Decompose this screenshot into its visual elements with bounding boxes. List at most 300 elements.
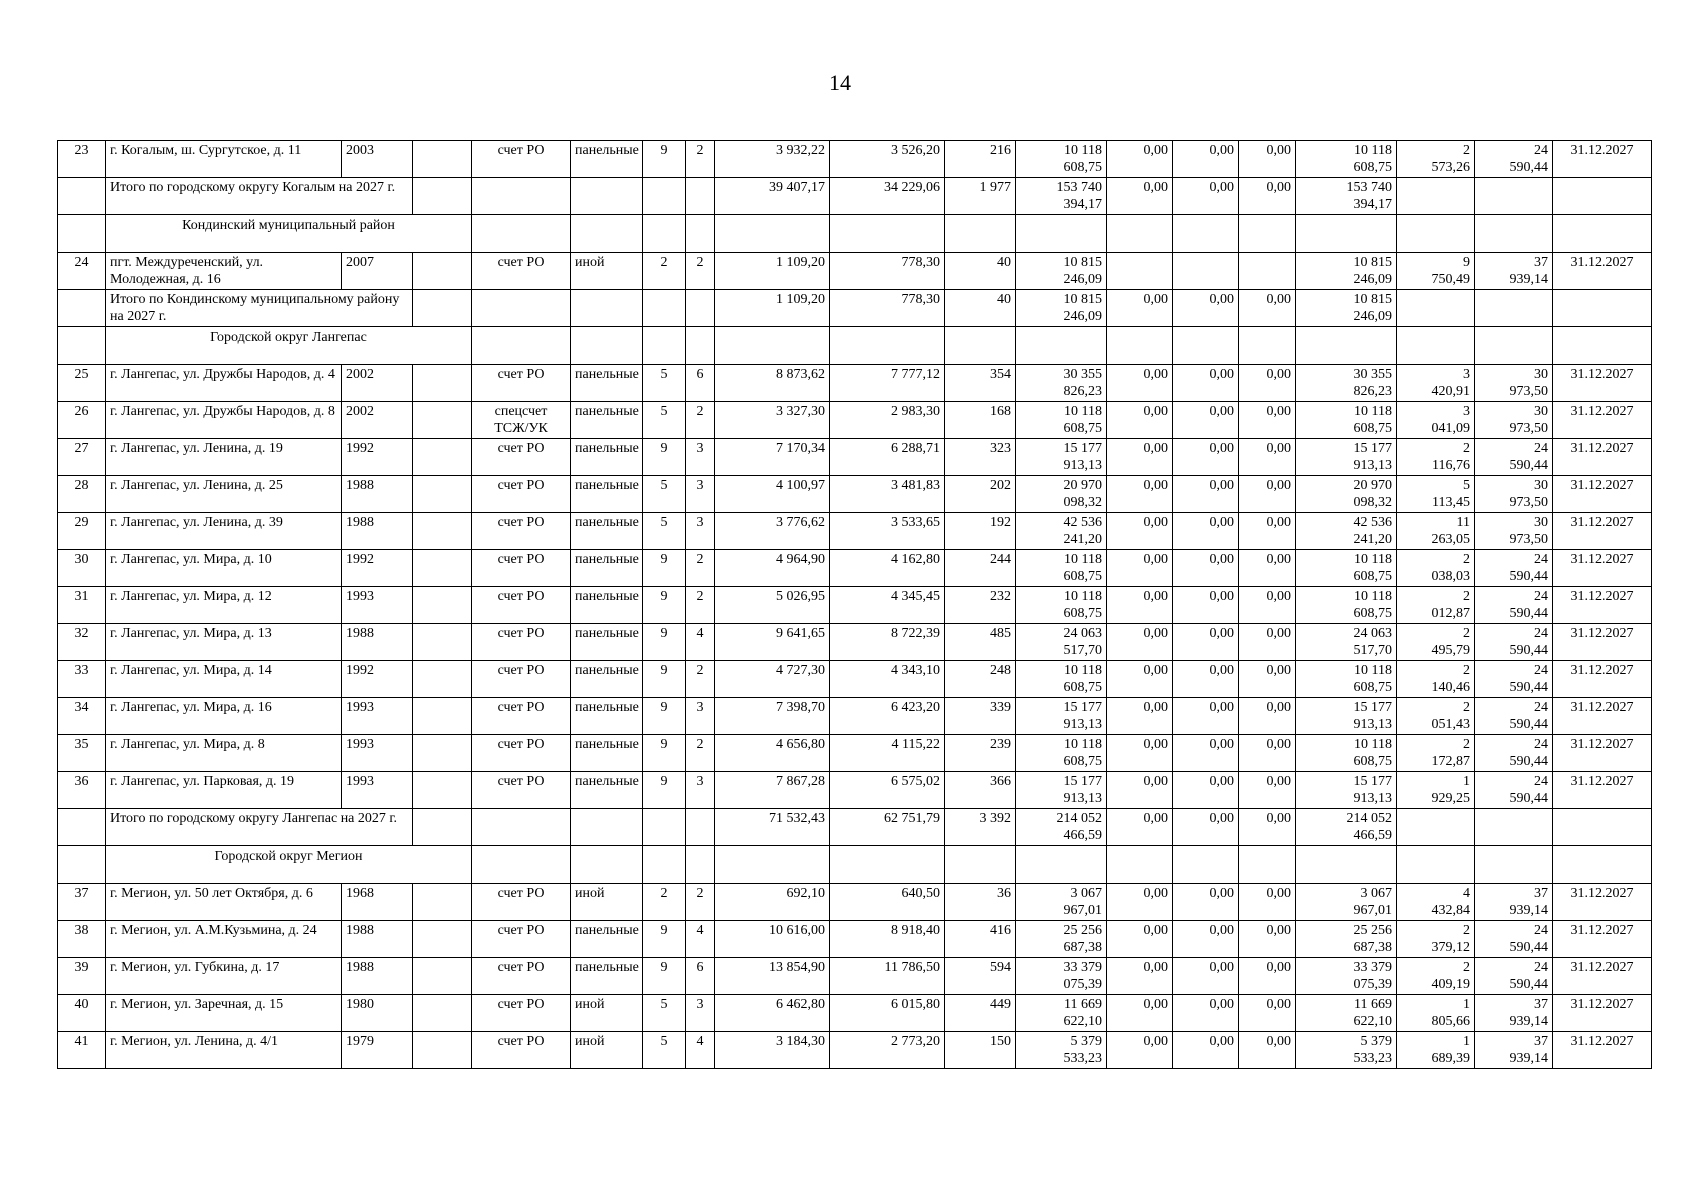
- floors-cell: 5: [643, 1032, 686, 1069]
- date-cell: 31.12.2027: [1553, 958, 1652, 995]
- entrances-cell: 2: [686, 587, 715, 624]
- cost-per-m2-cell: 5 113,45: [1397, 476, 1475, 513]
- empty-cell: [571, 809, 643, 846]
- residents-cell: 244: [945, 550, 1016, 587]
- account-cell: счет РО: [472, 735, 571, 772]
- cost-total-cell: 10 118 608,75: [1296, 587, 1397, 624]
- cost-total-cell: 15 177 913,13: [1296, 698, 1397, 735]
- floors-cell: 5: [643, 476, 686, 513]
- cost-total-cell: 20 970 098,32: [1296, 476, 1397, 513]
- limit-cell: 24 590,44: [1475, 624, 1553, 661]
- table-row: [58, 365, 1652, 402]
- empty-cell: [413, 290, 472, 327]
- cost-cell: 10 118 608,75: [1016, 661, 1107, 698]
- row-number: 36: [58, 772, 106, 809]
- residents-cell: 323: [945, 439, 1016, 476]
- empty-cell: [715, 327, 830, 365]
- empty-cell: [1475, 327, 1553, 365]
- material-cell: панельные: [571, 921, 643, 958]
- entrances-cell: 3: [686, 698, 715, 735]
- limit-cell: 37 939,14: [1475, 253, 1553, 290]
- empty-cell: [945, 327, 1016, 365]
- date-cell: 31.12.2027: [1553, 772, 1652, 809]
- floors-cell: 5: [643, 402, 686, 439]
- year-cell: 1988: [342, 513, 413, 550]
- material-cell: панельные: [571, 365, 643, 402]
- total-area-cell: 3 327,30: [715, 402, 830, 439]
- entrances-cell: 2: [686, 550, 715, 587]
- empty-cell: [1475, 178, 1553, 215]
- account-cell: счет РО: [472, 995, 571, 1032]
- empty-cell: [1475, 809, 1553, 846]
- empty-cell: [472, 327, 571, 365]
- section-row: [58, 327, 1652, 365]
- cost-total-cell: 42 536 241,20: [1296, 513, 1397, 550]
- fund-2-cell: 0,00: [1173, 513, 1239, 550]
- limit-cell: 24 590,44: [1475, 698, 1553, 735]
- living-area-cell: 6 575,02: [830, 772, 945, 809]
- cost-per-m2-cell: 4 432,84: [1397, 884, 1475, 921]
- row-number: 41: [58, 1032, 106, 1069]
- fund-2-cell: 0,00: [1173, 958, 1239, 995]
- total-area-cell: 7 170,34: [715, 439, 830, 476]
- fund-1-cell: 0,00: [1107, 587, 1173, 624]
- fund-3-cell: 0,00: [1239, 402, 1296, 439]
- living-area-cell: 778,30: [830, 290, 945, 327]
- empty-cell: [945, 215, 1016, 253]
- fund-3-cell: 0,00: [1239, 513, 1296, 550]
- limit-cell: 30 973,50: [1475, 365, 1553, 402]
- empty-cell: [1475, 846, 1553, 884]
- empty-cell: [413, 1032, 472, 1069]
- year-cell: 1988: [342, 921, 413, 958]
- empty-cell: [1107, 215, 1173, 253]
- fund-1-cell: 0,00: [1107, 1032, 1173, 1069]
- floors-cell: 5: [643, 995, 686, 1032]
- entrances-cell: 4: [686, 624, 715, 661]
- empty-cell: [1553, 215, 1652, 253]
- living-area-cell: 62 751,79: [830, 809, 945, 846]
- limit-cell: 24 590,44: [1475, 661, 1553, 698]
- total-area-cell: 39 407,17: [715, 178, 830, 215]
- year-cell: 1992: [342, 550, 413, 587]
- entrances-cell: 2: [686, 735, 715, 772]
- cost-cell: 33 379 075,39: [1016, 958, 1107, 995]
- empty-cell: [571, 178, 643, 215]
- cost-per-m2-cell: 2 051,43: [1397, 698, 1475, 735]
- empty-cell: [1296, 327, 1397, 365]
- empty-cell: [571, 290, 643, 327]
- entrances-cell: 4: [686, 1032, 715, 1069]
- material-cell: панельные: [571, 141, 643, 178]
- table-row: [58, 624, 1652, 661]
- cost-cell: 10 815 246,09: [1016, 253, 1107, 290]
- cost-total-cell: 24 063 517,70: [1296, 624, 1397, 661]
- residents-cell: 239: [945, 735, 1016, 772]
- date-cell: 31.12.2027: [1553, 141, 1652, 178]
- table-row: [58, 772, 1652, 809]
- cost-total-cell: 10 815 246,09: [1296, 290, 1397, 327]
- row-number: 27: [58, 439, 106, 476]
- limit-cell: 24 590,44: [1475, 772, 1553, 809]
- fund-3-cell: 0,00: [1239, 735, 1296, 772]
- residents-cell: 202: [945, 476, 1016, 513]
- entrances-cell: 3: [686, 995, 715, 1032]
- limit-cell: 37 939,14: [1475, 1032, 1553, 1069]
- fund-1-cell: 0,00: [1107, 476, 1173, 513]
- cost-cell: 10 118 608,75: [1016, 141, 1107, 178]
- cost-per-m2-cell: 1 689,39: [1397, 1032, 1475, 1069]
- fund-1-cell: 0,00: [1107, 513, 1173, 550]
- fund-3-cell: 0,00: [1239, 698, 1296, 735]
- year-cell: 2007: [342, 253, 413, 290]
- date-cell: 31.12.2027: [1553, 624, 1652, 661]
- row-number: 37: [58, 884, 106, 921]
- total-area-cell: 7 398,70: [715, 698, 830, 735]
- total-row: [58, 290, 1652, 327]
- empty-cell: [1475, 215, 1553, 253]
- row-number: 25: [58, 365, 106, 402]
- fund-2-cell: 0,00: [1173, 735, 1239, 772]
- empty-cell: [58, 327, 106, 365]
- entrances-cell: 6: [686, 958, 715, 995]
- empty-cell: [643, 215, 686, 253]
- empty-cell: [1107, 327, 1173, 365]
- total-label: Итого по Кондинскому муниципальному району на 2027 г.: [106, 290, 413, 327]
- row-number: 38: [58, 921, 106, 958]
- residents-cell: 449: [945, 995, 1016, 1032]
- address-cell: пгт. Междуреченский, ул. Молодежная, д. 16: [106, 253, 342, 290]
- account-cell: счет РО: [472, 365, 571, 402]
- total-area-cell: 4 727,30: [715, 661, 830, 698]
- fund-1-cell: [1107, 253, 1173, 290]
- total-area-cell: 9 641,65: [715, 624, 830, 661]
- cost-per-m2-cell: 2 573,26: [1397, 141, 1475, 178]
- limit-cell: 24 590,44: [1475, 141, 1553, 178]
- total-row: [58, 178, 1652, 215]
- address-cell: г. Лангепас, ул. Дружбы Народов, д. 8: [106, 402, 342, 439]
- empty-cell: [472, 809, 571, 846]
- empty-cell: [413, 253, 472, 290]
- row-number: 33: [58, 661, 106, 698]
- year-cell: 1992: [342, 661, 413, 698]
- cost-cell: 3 067 967,01: [1016, 884, 1107, 921]
- floors-cell: 9: [643, 772, 686, 809]
- cost-cell: 10 118 608,75: [1016, 402, 1107, 439]
- cost-cell: 20 970 098,32: [1016, 476, 1107, 513]
- table-row: [58, 476, 1652, 513]
- fund-1-cell: 0,00: [1107, 365, 1173, 402]
- account-cell: спецсчет ТСЖ/УК: [472, 402, 571, 439]
- residents-cell: 485: [945, 624, 1016, 661]
- entrances-cell: 3: [686, 513, 715, 550]
- fund-3-cell: 0,00: [1239, 476, 1296, 513]
- fund-3-cell: 0,00: [1239, 550, 1296, 587]
- table-row: [58, 958, 1652, 995]
- living-area-cell: 4 343,10: [830, 661, 945, 698]
- cost-per-m2-cell: 2 172,87: [1397, 735, 1475, 772]
- cost-cell: 10 118 608,75: [1016, 735, 1107, 772]
- fund-1-cell: 0,00: [1107, 958, 1173, 995]
- material-cell: панельные: [571, 772, 643, 809]
- account-cell: счет РО: [472, 141, 571, 178]
- entrances-cell: 3: [686, 772, 715, 809]
- row-number: 29: [58, 513, 106, 550]
- floors-cell: 9: [643, 735, 686, 772]
- account-cell: счет РО: [472, 1032, 571, 1069]
- total-area-cell: 3 776,62: [715, 513, 830, 550]
- year-cell: 1980: [342, 995, 413, 1032]
- empty-cell: [58, 215, 106, 253]
- date-cell: 31.12.2027: [1553, 661, 1652, 698]
- fund-3-cell: 0,00: [1239, 178, 1296, 215]
- material-cell: иной: [571, 995, 643, 1032]
- fund-3-cell: 0,00: [1239, 661, 1296, 698]
- cost-total-cell: 10 118 608,75: [1296, 402, 1397, 439]
- account-cell: счет РО: [472, 661, 571, 698]
- empty-cell: [58, 290, 106, 327]
- entrances-cell: 2: [686, 884, 715, 921]
- residents-cell: 40: [945, 253, 1016, 290]
- row-number: 30: [58, 550, 106, 587]
- cost-cell: 11 669 622,10: [1016, 995, 1107, 1032]
- cost-cell: 25 256 687,38: [1016, 921, 1107, 958]
- year-cell: 1992: [342, 439, 413, 476]
- cost-cell: 42 536 241,20: [1016, 513, 1107, 550]
- floors-cell: 9: [643, 921, 686, 958]
- empty-cell: [413, 958, 472, 995]
- empty-cell: [1016, 846, 1107, 884]
- cost-total-cell: 10 118 608,75: [1296, 735, 1397, 772]
- empty-cell: [1475, 290, 1553, 327]
- fund-1-cell: 0,00: [1107, 661, 1173, 698]
- cost-total-cell: 5 379 533,23: [1296, 1032, 1397, 1069]
- empty-cell: [472, 290, 571, 327]
- empty-cell: [571, 327, 643, 365]
- date-cell: 31.12.2027: [1553, 995, 1652, 1032]
- total-area-cell: 13 854,90: [715, 958, 830, 995]
- date-cell: 31.12.2027: [1553, 735, 1652, 772]
- empty-cell: [413, 884, 472, 921]
- living-area-cell: 2 983,30: [830, 402, 945, 439]
- address-cell: г. Лангепас, ул. Парковая, д. 19: [106, 772, 342, 809]
- empty-cell: [1173, 327, 1239, 365]
- table-row: [58, 661, 1652, 698]
- fund-2-cell: 0,00: [1173, 698, 1239, 735]
- material-cell: панельные: [571, 698, 643, 735]
- empty-cell: [1107, 846, 1173, 884]
- fund-3-cell: 0,00: [1239, 365, 1296, 402]
- fund-1-cell: 0,00: [1107, 698, 1173, 735]
- empty-cell: [1239, 846, 1296, 884]
- residents-cell: 366: [945, 772, 1016, 809]
- total-area-cell: 71 532,43: [715, 809, 830, 846]
- cost-per-m2-cell: 2 379,12: [1397, 921, 1475, 958]
- limit-cell: 24 590,44: [1475, 735, 1553, 772]
- section-row: [58, 215, 1652, 253]
- empty-cell: [413, 698, 472, 735]
- material-cell: панельные: [571, 624, 643, 661]
- year-cell: 1988: [342, 476, 413, 513]
- table-row: [58, 735, 1652, 772]
- year-cell: 2003: [342, 141, 413, 178]
- address-cell: г. Лангепас, ул. Мира, д. 12: [106, 587, 342, 624]
- row-number: 35: [58, 735, 106, 772]
- cost-total-cell: 30 355 826,23: [1296, 365, 1397, 402]
- floors-cell: 2: [643, 253, 686, 290]
- cost-cell: 10 118 608,75: [1016, 587, 1107, 624]
- empty-cell: [1173, 215, 1239, 253]
- limit-cell: 30 973,50: [1475, 513, 1553, 550]
- material-cell: панельные: [571, 402, 643, 439]
- empty-cell: [413, 772, 472, 809]
- cost-per-m2-cell: 3 041,09: [1397, 402, 1475, 439]
- empty-cell: [1173, 846, 1239, 884]
- living-area-cell: 3 526,20: [830, 141, 945, 178]
- table-row: [58, 921, 1652, 958]
- living-area-cell: 7 777,12: [830, 365, 945, 402]
- year-cell: 1993: [342, 735, 413, 772]
- living-area-cell: 34 229,06: [830, 178, 945, 215]
- total-label: Итого по городскому округу Лангепас на 2027 г.: [106, 809, 413, 846]
- living-area-cell: 4 115,22: [830, 735, 945, 772]
- cost-per-m2-cell: 2 140,46: [1397, 661, 1475, 698]
- empty-cell: [830, 846, 945, 884]
- fund-1-cell: 0,00: [1107, 550, 1173, 587]
- cost-total-cell: 25 256 687,38: [1296, 921, 1397, 958]
- date-cell: 31.12.2027: [1553, 439, 1652, 476]
- address-cell: г. Лангепас, ул. Мира, д. 16: [106, 698, 342, 735]
- fund-1-cell: 0,00: [1107, 624, 1173, 661]
- limit-cell: 24 590,44: [1475, 921, 1553, 958]
- living-area-cell: 3 533,65: [830, 513, 945, 550]
- empty-cell: [413, 921, 472, 958]
- fund-1-cell: 0,00: [1107, 884, 1173, 921]
- table-row: [58, 995, 1652, 1032]
- residents-cell: 232: [945, 587, 1016, 624]
- date-cell: 31.12.2027: [1553, 253, 1652, 290]
- living-area-cell: 640,50: [830, 884, 945, 921]
- floors-cell: 9: [643, 624, 686, 661]
- cost-total-cell: 10 118 608,75: [1296, 550, 1397, 587]
- fund-3-cell: 0,00: [1239, 439, 1296, 476]
- total-area-cell: 1 109,20: [715, 290, 830, 327]
- table-row: [58, 587, 1652, 624]
- cost-total-cell: 153 740 394,17: [1296, 178, 1397, 215]
- section-title: Городской округ Мегион: [106, 846, 472, 884]
- cost-total-cell: 214 052 466,59: [1296, 809, 1397, 846]
- cost-cell: 153 740 394,17: [1016, 178, 1107, 215]
- limit-cell: 37 939,14: [1475, 995, 1553, 1032]
- living-area-cell: 4 162,80: [830, 550, 945, 587]
- account-cell: счет РО: [472, 624, 571, 661]
- floors-cell: 5: [643, 513, 686, 550]
- empty-cell: [472, 178, 571, 215]
- row-number: 40: [58, 995, 106, 1032]
- address-cell: г. Лангепас, ул. Ленина, д. 19: [106, 439, 342, 476]
- fund-3-cell: 0,00: [1239, 290, 1296, 327]
- cost-cell: 214 052 466,59: [1016, 809, 1107, 846]
- material-cell: панельные: [571, 661, 643, 698]
- cost-cell: 5 379 533,23: [1016, 1032, 1107, 1069]
- cost-cell: 10 815 246,09: [1016, 290, 1107, 327]
- address-cell: г. Мегион, ул. Заречная, д. 15: [106, 995, 342, 1032]
- empty-cell: [830, 327, 945, 365]
- year-cell: 1988: [342, 958, 413, 995]
- row-number: 23: [58, 141, 106, 178]
- table-row: [58, 550, 1652, 587]
- empty-cell: [715, 846, 830, 884]
- empty-cell: [1296, 846, 1397, 884]
- limit-cell: 24 590,44: [1475, 587, 1553, 624]
- empty-cell: [643, 846, 686, 884]
- account-cell: счет РО: [472, 587, 571, 624]
- fund-1-cell: 0,00: [1107, 402, 1173, 439]
- table-row: [58, 141, 1652, 178]
- empty-cell: [686, 327, 715, 365]
- entrances-cell: 6: [686, 365, 715, 402]
- empty-cell: [830, 215, 945, 253]
- residents-cell: 594: [945, 958, 1016, 995]
- empty-cell: [715, 215, 830, 253]
- floors-cell: 9: [643, 550, 686, 587]
- year-cell: 1979: [342, 1032, 413, 1069]
- total-area-cell: 4 656,80: [715, 735, 830, 772]
- year-cell: 1988: [342, 624, 413, 661]
- empty-cell: [58, 846, 106, 884]
- fund-3-cell: 0,00: [1239, 884, 1296, 921]
- empty-cell: [1016, 215, 1107, 253]
- entrances-cell: 3: [686, 476, 715, 513]
- cost-cell: 15 177 913,13: [1016, 698, 1107, 735]
- empty-cell: [945, 846, 1016, 884]
- residents-cell: 192: [945, 513, 1016, 550]
- living-area-cell: 11 786,50: [830, 958, 945, 995]
- fund-3-cell: 0,00: [1239, 624, 1296, 661]
- fund-1-cell: 0,00: [1107, 772, 1173, 809]
- cost-total-cell: 3 067 967,01: [1296, 884, 1397, 921]
- account-cell: счет РО: [472, 476, 571, 513]
- total-row: [58, 809, 1652, 846]
- cost-total-cell: 11 669 622,10: [1296, 995, 1397, 1032]
- empty-cell: [413, 735, 472, 772]
- account-cell: счет РО: [472, 884, 571, 921]
- material-cell: иной: [571, 253, 643, 290]
- account-cell: счет РО: [472, 253, 571, 290]
- residents-cell: 248: [945, 661, 1016, 698]
- residents-cell: 1 977: [945, 178, 1016, 215]
- table-row: [58, 1032, 1652, 1069]
- address-cell: г. Лангепас, ул. Ленина, д. 39: [106, 513, 342, 550]
- address-cell: г. Лангепас, ул. Мира, д. 10: [106, 550, 342, 587]
- residents-cell: 168: [945, 402, 1016, 439]
- limit-cell: 30 973,50: [1475, 402, 1553, 439]
- total-area-cell: 6 462,80: [715, 995, 830, 1032]
- residents-cell: 36: [945, 884, 1016, 921]
- date-cell: 31.12.2027: [1553, 402, 1652, 439]
- empty-cell: [1553, 809, 1652, 846]
- date-cell: 31.12.2027: [1553, 587, 1652, 624]
- empty-cell: [1397, 290, 1475, 327]
- date-cell: 31.12.2027: [1553, 1032, 1652, 1069]
- cost-cell: 15 177 913,13: [1016, 772, 1107, 809]
- entrances-cell: 2: [686, 661, 715, 698]
- empty-cell: [1239, 215, 1296, 253]
- floors-cell: 9: [643, 661, 686, 698]
- empty-cell: [1296, 215, 1397, 253]
- fund-2-cell: 0,00: [1173, 884, 1239, 921]
- cost-per-m2-cell: 1 805,66: [1397, 995, 1475, 1032]
